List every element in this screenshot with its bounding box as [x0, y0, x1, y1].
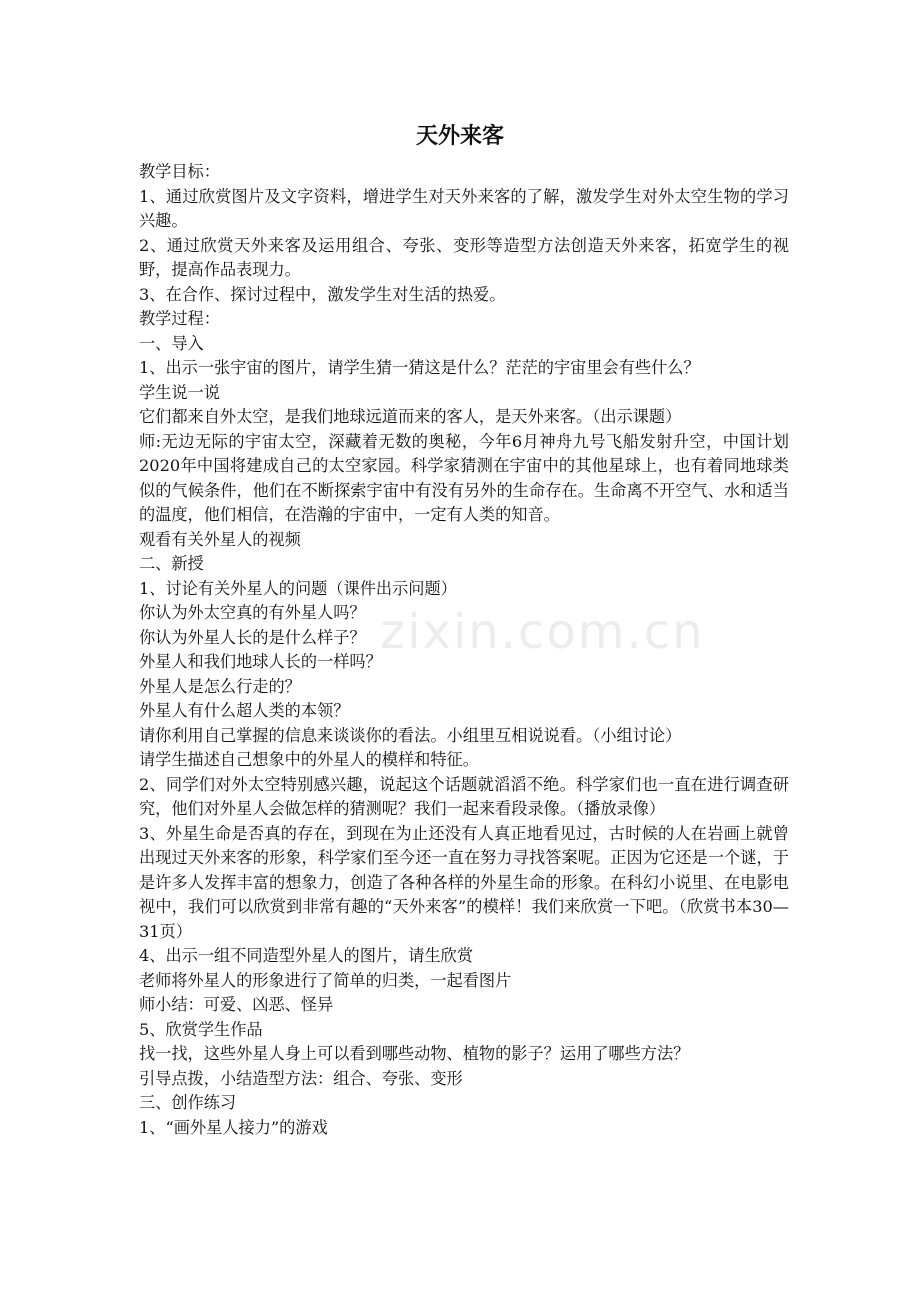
- document-body: [139, 160, 789, 1140]
- paragraph: 一、导入: [139, 333, 204, 353]
- paragraph: 学生说一说: [139, 382, 220, 402]
- paragraph: 教学过程：: [139, 309, 220, 328]
- watermark: zixin.com.cn: [380, 604, 705, 660]
- paragraph: 1、讨论有关外星人的问题（课件出示问题）: [139, 578, 457, 598]
- paragraph: 4、出示一组不同造型外星人的图片，请生欣赏: [139, 946, 474, 965]
- paragraph: 2、同学们对外太空特别感兴趣，说起这个话题就滔滔不绝。科学家们也一直在进行调查研究，他们对外星人会做怎样的猜测呢？我们一起来看段录像。（播放录像）: [139, 774, 789, 818]
- paragraph: 教学目标：: [139, 162, 220, 181]
- paragraph: 3、外星生命是否真的存在，到现在为止还没有人真正地看见过，古时候的人在岩画上就曾出现过天外来客的形象，科学家们至今还一直在努力寻找答案呢。正因为它还是一个谜，于是许多人发挥丰富的想象力，创造了各种各样的外星生命的形象。在科幻小说里、在电影电视中，我们可以欣赏到非常有趣的“天外来客”的模样！我们来欣赏一下吧。（欣赏书本30—31页）: [139, 823, 789, 941]
- paragraph: 外星人和我们地球人长的一样吗？: [139, 652, 382, 671]
- paragraph: 请学生描述自己想象中的外星人的模样和特征。: [139, 750, 479, 769]
- paragraph: 2、通过欣赏天外来客及运用组合、夸张、变形等造型方法创造天外来客，拓宽学生的视野，提高作品表现力。: [139, 235, 789, 279]
- paragraph: 师小结：可爱、凶恶、怪异: [139, 995, 334, 1014]
- paragraph: 二、新授: [139, 554, 204, 573]
- paragraph: 外星人有什么超人类的本领？: [139, 701, 350, 720]
- document-title: 天外来客: [415, 124, 504, 149]
- paragraph: 1、“画外星人接力”的游戏: [139, 1117, 328, 1137]
- paragraph: 它们都来自外太空，是我们地球远道而来的客人，是天外来客。（出示课题）: [139, 407, 682, 426]
- paragraph: 外星人是怎么行走的？: [139, 676, 301, 696]
- paragraph: 1、通过欣赏图片及文字资料，增进学生对天外来客的了解，激发学生对外太空生物的学习兴趣。: [139, 186, 789, 230]
- paragraph: 老师将外星人的形象进行了简单的归类，一起看图片: [139, 970, 512, 990]
- paragraph: 请你利用自己掌握的信息来谈谈你的看法。小组里互相说说看。（小组讨论）: [139, 725, 682, 745]
- paragraph: 你认为外星人长的是什么样子？: [139, 627, 366, 647]
- paragraph: 5、欣赏学生作品: [139, 1019, 263, 1039]
- paragraph: 找一找，这些外星人身上可以看到哪些动物、植物的影子？运用了哪些方法？: [139, 1044, 690, 1063]
- paragraph: 观看有关外星人的视频: [139, 529, 301, 549]
- paragraph: 3、在合作、探讨过程中，激发学生对生活的热爱。: [139, 284, 506, 304]
- paragraph: 师:无边无际的宇宙太空，深藏着无数的奥秘，今年6月神舟九号飞船发射升空，中国计划2020年中国将建成自己的太空家园。科学家猜测在宇宙中的其他星球上，也有着同地球类似的气候条件，他们在不断探索宇宙中有没有另外的生命存在。生命离不开空气、水和适当的温度，他们相信，在浩瀚的宇宙中，一定有人类的知音。: [139, 431, 789, 524]
- paragraph: 1、出示一张宇宙的图片，请学生猜一猜这是什么？茫茫的宇宙里会有些什么？: [139, 358, 700, 377]
- paragraph: 三、创作练习: [139, 1093, 237, 1112]
- paragraph: 你认为外太空真的有外星人吗？: [139, 603, 366, 622]
- paragraph: 引导点拨，小结造型方法：组合、夸张、变形: [139, 1068, 463, 1088]
